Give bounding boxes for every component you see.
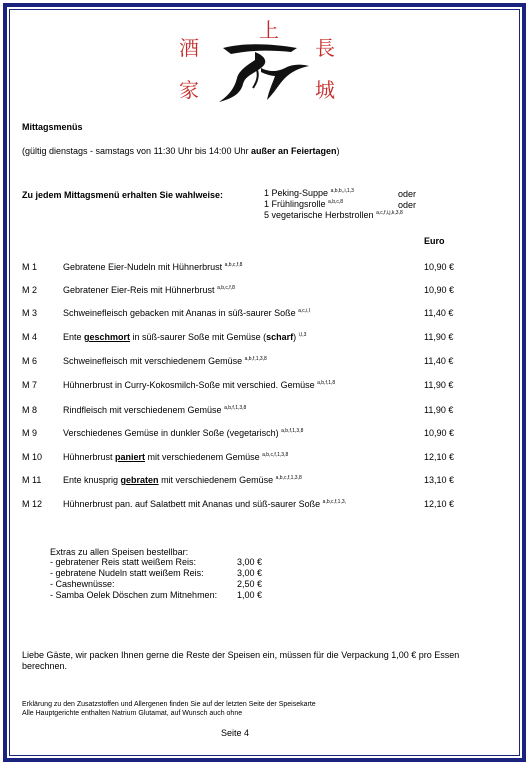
choice-option-label: 1 Frühlingsrolle	[264, 199, 326, 209]
extras-item-price: 3,00 €	[237, 568, 263, 578]
dish-name: Rindfleisch mit verschiedenem Gemüse	[63, 405, 222, 415]
page-title: Mittagsmenüs	[22, 122, 83, 132]
menu-price: 11,40 €	[424, 308, 454, 318]
menu-code: M 2	[22, 285, 38, 295]
dish-description	[63, 262, 242, 273]
dish-description	[63, 308, 310, 319]
menu-code: M 10	[22, 452, 43, 462]
logo-char-right-bottom: 城	[315, 78, 335, 102]
extras-title: Extras zu allen Speisen bestellbar:	[50, 547, 189, 557]
validity-holiday: außer an Feiertagen	[250, 146, 337, 156]
choice-option-label: 5 vegetarische Herbstrollen	[264, 210, 374, 220]
dish-description	[63, 380, 335, 391]
menu-price: 10,90 €	[424, 285, 455, 295]
menu-price: 13,10 €	[424, 475, 455, 485]
allergen-codes: a,b,b,,i,1,3	[330, 188, 354, 194]
menu-price: 11,90 €	[424, 380, 454, 390]
menu-price: 10,90 €	[424, 262, 455, 272]
validity-note	[22, 146, 339, 157]
validity-pre: (gültig dienstags - samstags von 11:30 Uhr bis 14:00 Uhr	[22, 146, 251, 156]
dish-name-rest: mit verschiedenem Gemüse	[158, 475, 274, 485]
menu-code: M 4	[22, 332, 38, 342]
menu-code: M 12	[22, 499, 43, 509]
dish-name: Hühnerbrust pan. auf Salatbett mit Ananas und süß-saurer Soße	[63, 499, 321, 509]
dish-description	[63, 356, 267, 367]
extras-item-label: - gebratene Nudeln statt weißem Reis:	[50, 568, 204, 578]
menu-price: 11,90 €	[424, 405, 454, 415]
menu-price: 11,90 €	[424, 332, 454, 342]
menu-price: 12,10 €	[424, 452, 455, 462]
dish-description	[63, 428, 303, 439]
dish-description	[63, 332, 306, 343]
dish-description	[63, 405, 246, 416]
logo-char-right-top: 長	[315, 36, 335, 60]
menu-code: M 7	[22, 380, 38, 390]
logo-char-top: 上	[259, 18, 279, 42]
choice-option	[264, 188, 354, 199]
dish-name: Gebratener Eier-Reis mit Hühnerbrust	[63, 285, 215, 295]
dish-description	[63, 285, 235, 296]
dish-name-rest: mit verschiedenem Gemüse	[145, 452, 260, 462]
packaging-note-line2: berechnen.	[22, 661, 68, 671]
menu-code: M 3	[22, 308, 38, 318]
menu-code: M 1	[22, 262, 38, 272]
dish-description	[63, 452, 288, 463]
menu-price: 12,10 €	[424, 499, 455, 509]
allergen-codes: i,l,3	[298, 332, 307, 338]
allergen-footnote: Erklärung zu den Zusatzstoffen und Allergenen finden Sie auf der letzten Seite der Speisekarte	[22, 701, 316, 708]
extras-item-price: 3,00 €	[237, 557, 263, 567]
currency-header: Euro	[424, 236, 445, 246]
logo-char-left-bottom: 家	[179, 78, 199, 102]
dish-description	[63, 499, 346, 510]
packaging-note-line1: Liebe Gäste, wir packen Ihnen gerne die Reste der Speisen ein, müssen für die Verpackung 1,00 € pro Essen	[22, 650, 460, 660]
menu-price: 11,40 €	[424, 356, 454, 366]
restaurant-logo	[175, 20, 355, 105]
dish-method: gebraten	[120, 475, 159, 485]
dish-name: Hühnerbrust in Curry-Kokosmilch-Soße mit verschied. Gemüse	[63, 380, 315, 390]
dish-name: Verschiedenes Gemüse in dunkler Soße (vegetarisch)	[63, 428, 279, 438]
dish-method: paniert	[115, 452, 146, 462]
allergen-codes: a,b,c,8	[328, 199, 344, 205]
dish-name: Schweinefleisch gebacken mit Ananas in süß-saurer Soße	[63, 308, 296, 318]
allergen-codes: a,b,c,f,8	[217, 285, 235, 291]
choice-or: oder	[398, 189, 417, 199]
great-wall-brush-icon	[205, 42, 315, 104]
extras-item-price: 1,00 €	[237, 590, 263, 600]
dish-name: Schweinefleisch mit verschiedenem Gemüse	[63, 356, 243, 366]
choice-option	[264, 199, 343, 210]
menu-code: M 6	[22, 356, 38, 366]
choice-intro: Zu jedem Mittagsmenü erhalten Sie wahlweise:	[22, 190, 224, 200]
dish-name: Hühnerbrust	[63, 452, 116, 462]
extras-item-label: - Cashewnüsse:	[50, 579, 115, 589]
page-number: Seite 4	[221, 728, 250, 738]
logo-char-left-top: 酒	[179, 36, 199, 60]
dish-name: Ente knusprig	[63, 475, 121, 485]
spicy-label: scharf	[266, 332, 294, 342]
allergen-codes: a,b,c,f,1,3,	[322, 499, 347, 505]
choice-option-label: 1 Peking-Suppe	[264, 188, 329, 198]
menu-price: 10,90 €	[424, 428, 455, 438]
menu-code: M 11	[22, 475, 42, 485]
dish-name: Ente	[63, 332, 85, 342]
menu-code: M 9	[22, 428, 38, 438]
allergen-codes: a,b,f,1,8	[317, 380, 336, 386]
menu-code: M 8	[22, 405, 38, 415]
allergen-codes: a,b,f,1,3,8	[281, 428, 304, 434]
choice-or: oder	[398, 200, 417, 210]
dish-name-end: )	[293, 332, 297, 342]
allergen-codes: a,b,c,f,1,3,8	[275, 475, 302, 481]
validity-post: )	[336, 146, 340, 156]
dish-name: Gebratene Eier-Nudeln mit Hühnerbrust	[63, 262, 223, 272]
allergen-codes: a,c,i,l	[298, 308, 310, 314]
dish-name-rest: in süß-saurer Soße mit Gemüse (	[130, 332, 267, 342]
dish-method: geschmort	[84, 332, 131, 342]
extras-item-label: - gebratener Reis statt weißem Reis:	[50, 557, 197, 567]
allergen-codes: a,b,f,1,3,8	[224, 405, 247, 411]
choice-option	[264, 210, 403, 221]
extras-item-price: 2,50 €	[237, 579, 263, 589]
allergen-codes: a,c,f,i,j,k,3,8	[376, 210, 403, 216]
dish-description	[63, 475, 302, 486]
allergen-codes: a,b,c,f,8	[224, 262, 243, 268]
allergen-codes: a,b,c,f,1,3,8	[262, 452, 289, 458]
extras-item-label: - Samba Oelek Döschen zum Mitnehmen:	[50, 590, 218, 600]
allergen-codes: a,b,f,1,3,8	[244, 356, 267, 362]
glutamate-footnote: Alle Hauptgerichte enthalten Natrium Glutamat, auf Wunsch auch ohne	[22, 710, 243, 717]
